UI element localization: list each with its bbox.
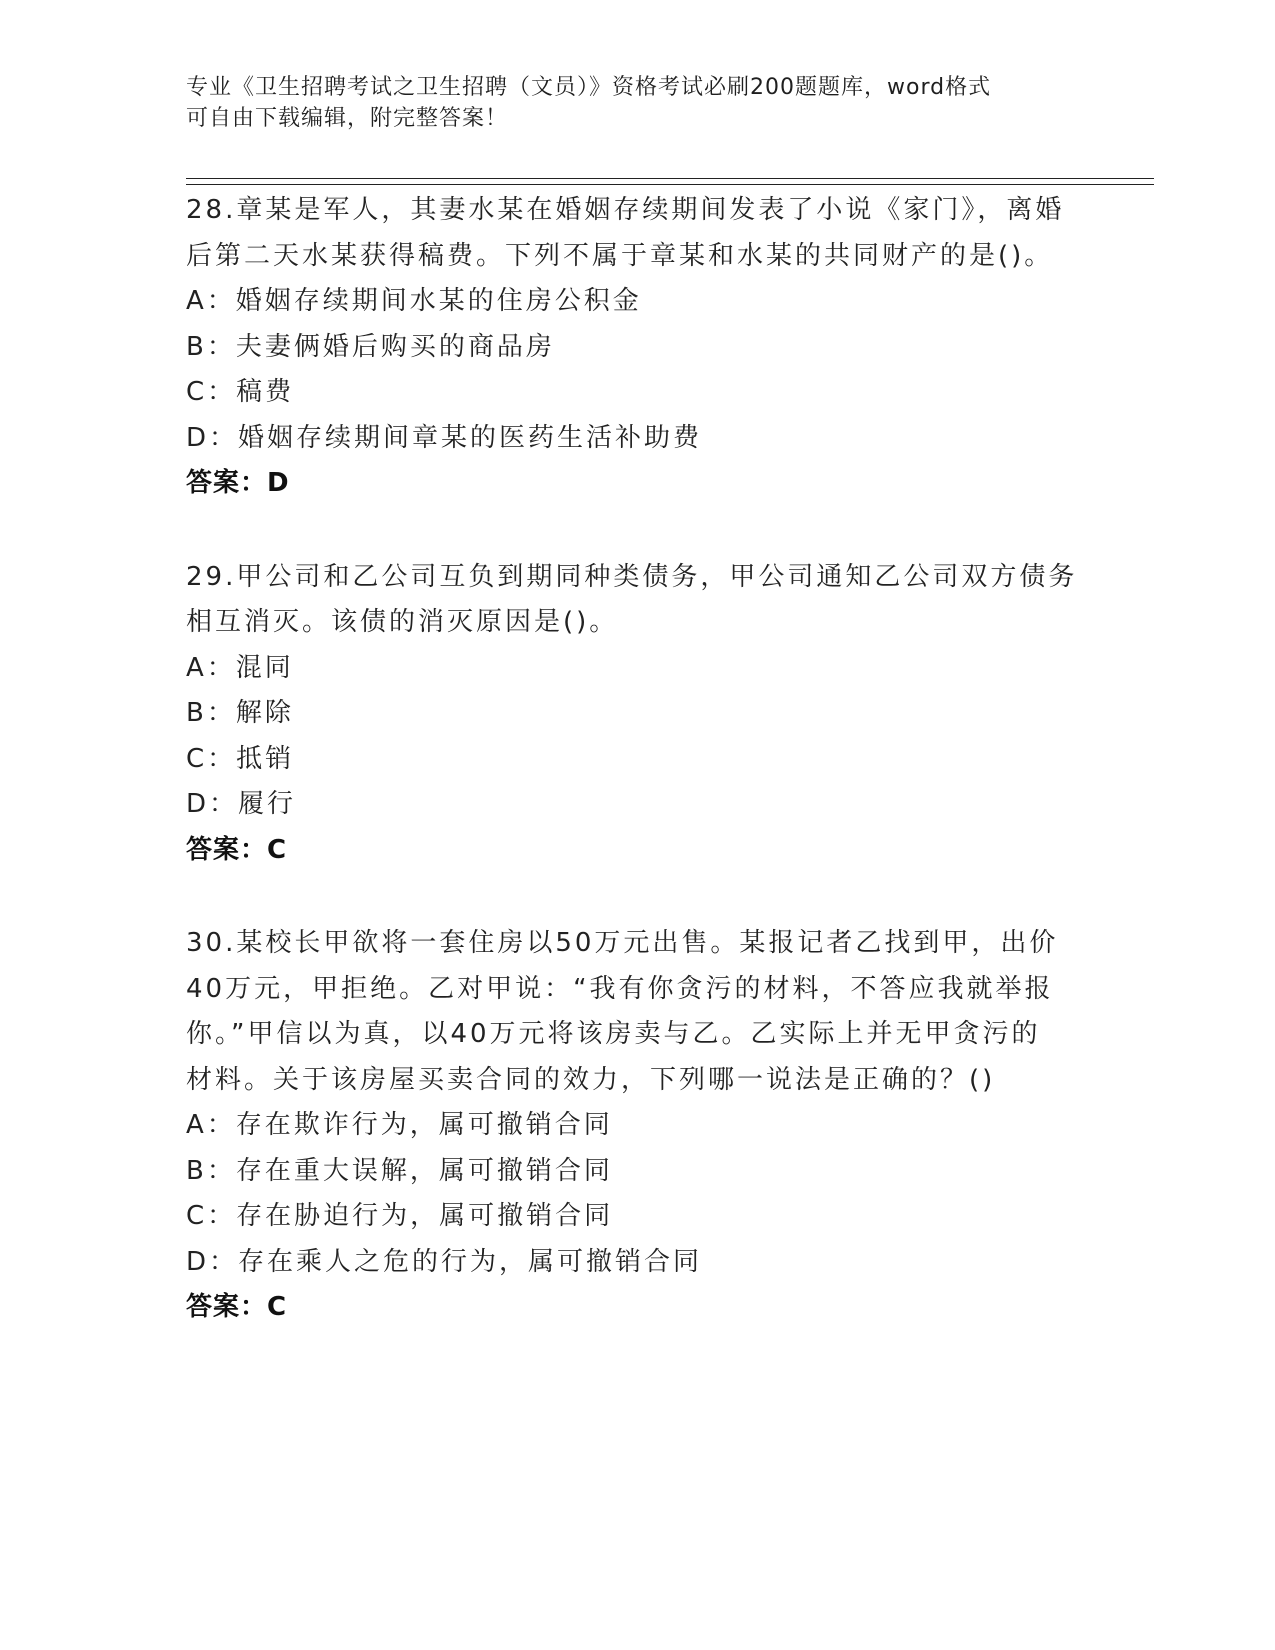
question-stem-line: 你。”甲信以为真，以40万元将该房卖与乙。乙实际上并无甲贪污的 [186,1019,1041,1049]
question-stem-line: 40万元，甲拒绝。乙对甲说：“我有你贪污的材料，不答应我就举报 [186,973,1054,1004]
option-a: A：婚姻存续期间水某的住房公积金 [186,286,642,316]
answer-label: 答案：D [186,468,290,498]
question-list [186,188,1086,1379]
answer-label: 答案：C [186,1292,288,1322]
option-d: D：婚姻存续期间章某的医药生活补助费 [186,422,703,453]
option-c: C：存在胁迫行为，属可撤销合同 [186,1201,614,1231]
header-line: 可自由下载编辑，附完整答案！ [186,106,509,131]
option-c: C：抵销 [186,743,295,774]
option-c: C：稿费 [186,377,295,407]
question-stem-line: 28.章某是军人，其妻水某在婚姻存续期间发表了小说《家门》，离婚 [186,195,1065,225]
header-divider-bottom [186,184,1154,185]
option-b: B：解除 [186,698,294,728]
option-a: A：混同 [186,652,294,683]
question-stem-line: 30.某校长甲欲将一套住房以50万元出售。某报记者乙找到甲，出价 [186,928,1059,958]
question-29 [186,555,1086,874]
question-stem-line: 相互消灭。该债的消灭原因是()。 [186,607,619,637]
answer-label: 答案：C [186,834,288,865]
header-line: 专业《卫生招聘考试之卫生招聘（文员）》资格考试必刷200题题库，word格式 [186,75,992,100]
option-d: D：存在乘人之危的行为，属可撤销合同 [186,1246,703,1277]
option-b: B：存在重大误解，属可撤销合同 [186,1155,613,1186]
option-d: D：履行 [186,789,297,819]
option-b: B：夫妻俩婚后购买的商品房 [186,331,555,362]
question-30 [186,921,1086,1331]
question-28 [186,188,1086,507]
question-stem-line: 29.甲公司和乙公司互负到期同种类债务，甲公司通知乙公司双方债务 [186,561,1078,592]
question-stem-line: 后第二天水某获得稿费。下列不属于章某和水某的共同财产的是()。 [186,240,1054,271]
header-divider-top [186,178,1154,179]
question-stem-line: 材料。关于该房屋买卖合同的效力，下列哪一说法是正确的？() [186,1064,996,1095]
document-header [186,72,1066,134]
option-a: A：存在欺诈行为，属可撤销合同 [186,1110,613,1140]
